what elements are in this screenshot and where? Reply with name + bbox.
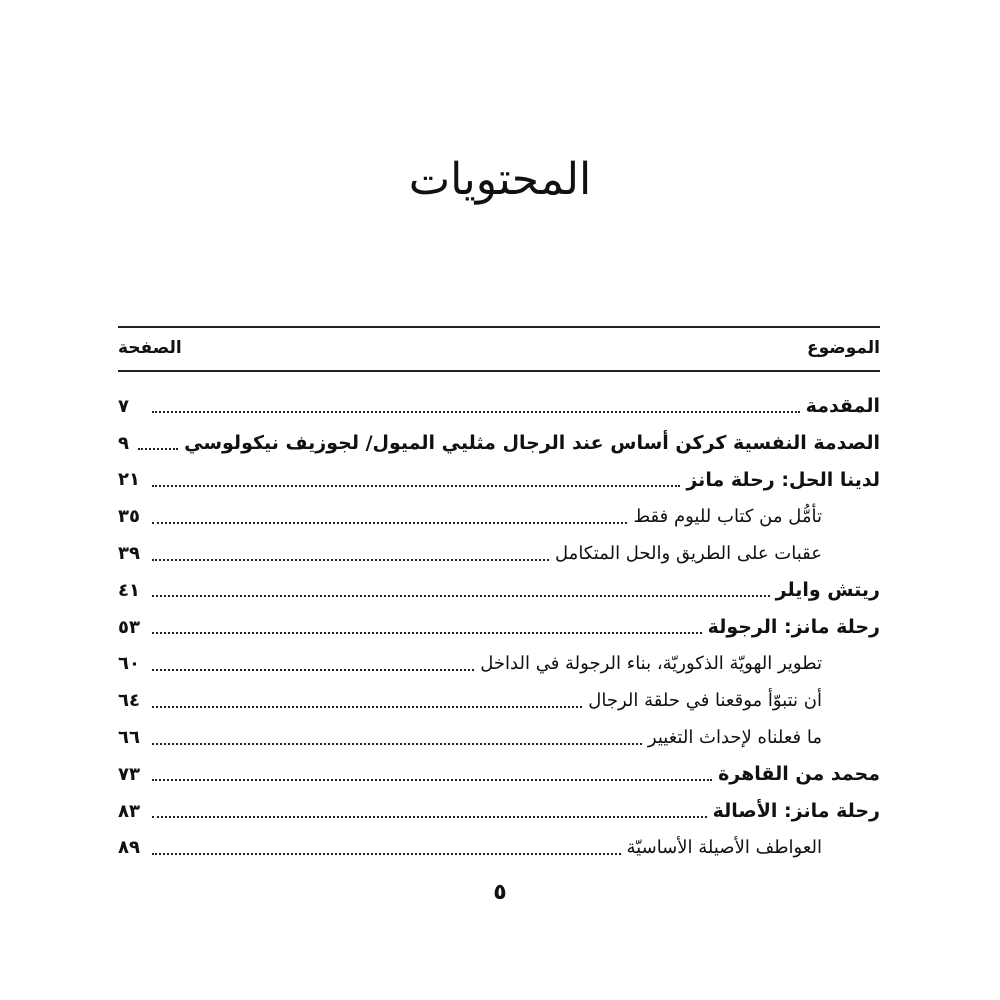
- header-bottom-rule: [118, 370, 880, 372]
- toc-entry-page: ٦٤: [118, 690, 140, 712]
- page-number: ٥: [493, 880, 507, 905]
- toc-entry-page: ٨٣: [118, 800, 140, 822]
- toc-entry-page: ٤١: [118, 579, 140, 601]
- toc-header: [118, 330, 880, 366]
- toc-entry[interactable]: [118, 609, 880, 646]
- toc-list: [118, 388, 880, 866]
- toc-entry-title: تطوير الهويّة الذكوريّة، بناء الرجولة في الداخل: [480, 653, 822, 675]
- dot-leader: [152, 559, 549, 561]
- toc-subentry[interactable]: [118, 830, 880, 867]
- toc-entry[interactable]: [118, 462, 880, 499]
- toc-subentry[interactable]: [118, 646, 880, 683]
- toc-entry-title: أن نتبوّأ موقعنا في حلقة الرجال: [588, 690, 822, 712]
- toc-entry-title: تأمُّل من كتاب لليوم فقط: [633, 506, 822, 528]
- toc-entry-title: رحلة مانز: الأصالة: [712, 800, 880, 823]
- header-top-rule: [118, 326, 880, 328]
- toc-entry-page: ٣٩: [118, 543, 140, 565]
- toc-subentry[interactable]: [118, 498, 880, 535]
- toc-subentry[interactable]: [118, 682, 880, 719]
- toc-entry-page: ٩: [118, 432, 129, 454]
- dot-leader: [152, 853, 621, 855]
- toc-entry-title: الصدمة النفسية كركن أساس عند الرجال مثليي الميول/ لجوزيف نيكولوسي: [184, 432, 880, 455]
- toc-entry-title: ريتش وايلر: [775, 579, 880, 602]
- dot-leader: [152, 669, 474, 671]
- dot-leader: [152, 411, 800, 413]
- toc-entry-page: ٧٣: [118, 763, 140, 785]
- toc-entry-title: عقبات على الطريق والحل المتكامل: [555, 543, 822, 565]
- toc-entry-page: ٢١: [118, 469, 140, 491]
- dot-leader: [152, 632, 702, 634]
- dot-leader: [152, 485, 680, 487]
- toc-entry-page: ٦٦: [118, 727, 140, 749]
- toc-entry[interactable]: [118, 388, 880, 425]
- toc-entry-title: المقدمة: [805, 395, 880, 418]
- toc-entry-title: لدينا الحل: رحلة مانز: [686, 468, 880, 491]
- toc-entry-title: محمد من القاهرة: [718, 763, 880, 786]
- toc-entry-title: العواطف الأصيلة الأساسيّة: [626, 837, 822, 859]
- dot-leader: [152, 743, 642, 745]
- toc-entry-page: ٥٣: [118, 616, 140, 638]
- page-title: المحتويات: [408, 154, 592, 205]
- toc-entry-title: ما فعلناه لإحداث التغيير: [647, 727, 822, 749]
- topic-column-label: الموضوع: [807, 338, 880, 358]
- toc-entry-page: ٦٠: [118, 653, 140, 675]
- toc-subentry[interactable]: [118, 719, 880, 756]
- toc-entry[interactable]: [118, 425, 880, 462]
- toc-entry-page: ٧: [118, 395, 129, 417]
- toc-entry-title: رحلة مانز: الرجولة: [707, 616, 880, 639]
- dot-leader: [138, 448, 178, 450]
- toc-entry-page: ٨٩: [118, 837, 140, 859]
- toc-entry[interactable]: [118, 756, 880, 793]
- page-column-label: الصفحة: [118, 338, 182, 358]
- dot-leader: [152, 595, 770, 597]
- dot-leader: [152, 522, 627, 524]
- dot-leader: [152, 779, 712, 781]
- dot-leader: [152, 816, 707, 818]
- dot-leader: [152, 706, 582, 708]
- toc-entry[interactable]: [118, 793, 880, 830]
- toc-entry[interactable]: [118, 572, 880, 609]
- toc-subentry[interactable]: [118, 535, 880, 572]
- toc-entry-page: ٣٥: [118, 506, 140, 528]
